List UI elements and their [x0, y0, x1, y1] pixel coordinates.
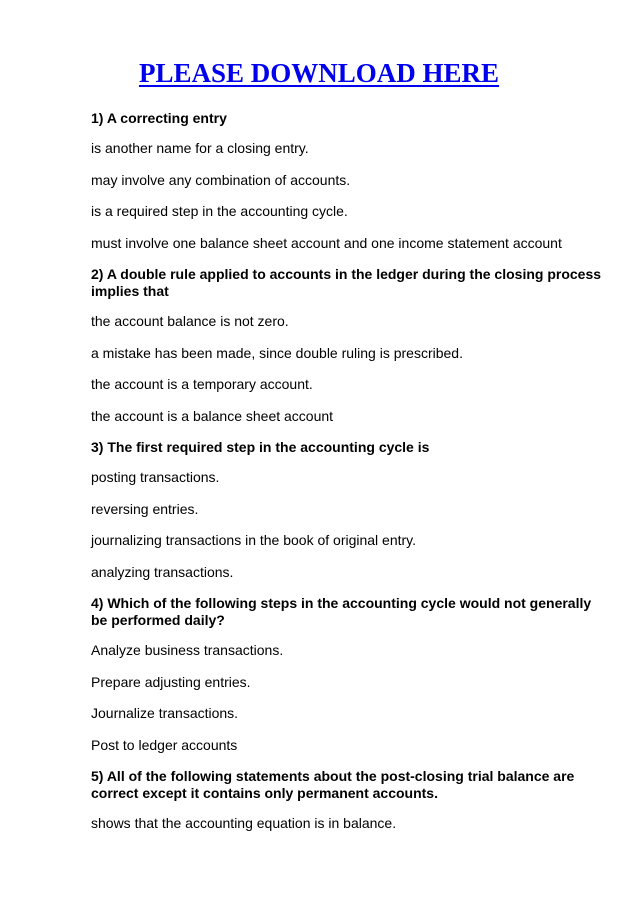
- question-block: [91, 768, 611, 832]
- answer-option: must involve one balance sheet account and one income statement account: [91, 234, 562, 251]
- question-block: [91, 439, 611, 581]
- answer-option: the account is a balance sheet account: [91, 407, 334, 424]
- answer-option: analyzing transactions.: [91, 563, 234, 580]
- answer-option: is another name for a closing entry.: [91, 140, 309, 156]
- answer-option: is a required step in the accounting cycle.: [91, 203, 348, 219]
- download-link[interactable]: PLEASE DOWNLOAD HERE: [138, 58, 500, 88]
- answer-option: Analyze business transactions.: [91, 642, 284, 658]
- answer-option: Prepare adjusting entries.: [91, 673, 251, 690]
- question-block: [91, 595, 611, 754]
- answer-option: journalizing transactions in the book of original entry.: [91, 532, 417, 548]
- question-text: 5) All of the following statements about the post-closing trial balance are correct except it contains only permanent accounts.: [91, 768, 575, 801]
- answer-option: shows that the accounting equation is in balance.: [91, 815, 397, 831]
- answer-option: reversing entries.: [91, 500, 199, 517]
- answer-option: a mistake has been made, since double ruling is prescribed.: [91, 344, 463, 361]
- answer-option: the account is a temporary account.: [91, 376, 313, 392]
- question-text: 1) A correcting entry: [91, 110, 227, 126]
- answer-option: Journalize transactions.: [91, 705, 239, 721]
- question-text: 3) The first required step in the accounting cycle is: [91, 439, 430, 455]
- question-block: [91, 110, 611, 252]
- answer-option: posting transactions.: [91, 469, 220, 485]
- answer-option: the account balance is not zero.: [91, 313, 289, 329]
- question-list: [91, 110, 611, 847]
- question-text: 4) Which of the following steps in the accounting cycle would not generally be performed daily?: [91, 595, 592, 628]
- answer-option: Post to ledger accounts: [91, 736, 238, 753]
- question-block: [91, 266, 611, 425]
- answer-option: may involve any combination of accounts.: [91, 171, 351, 188]
- question-text: 2) A double rule applied to accounts in the ledger during the closing process implies that: [91, 266, 602, 299]
